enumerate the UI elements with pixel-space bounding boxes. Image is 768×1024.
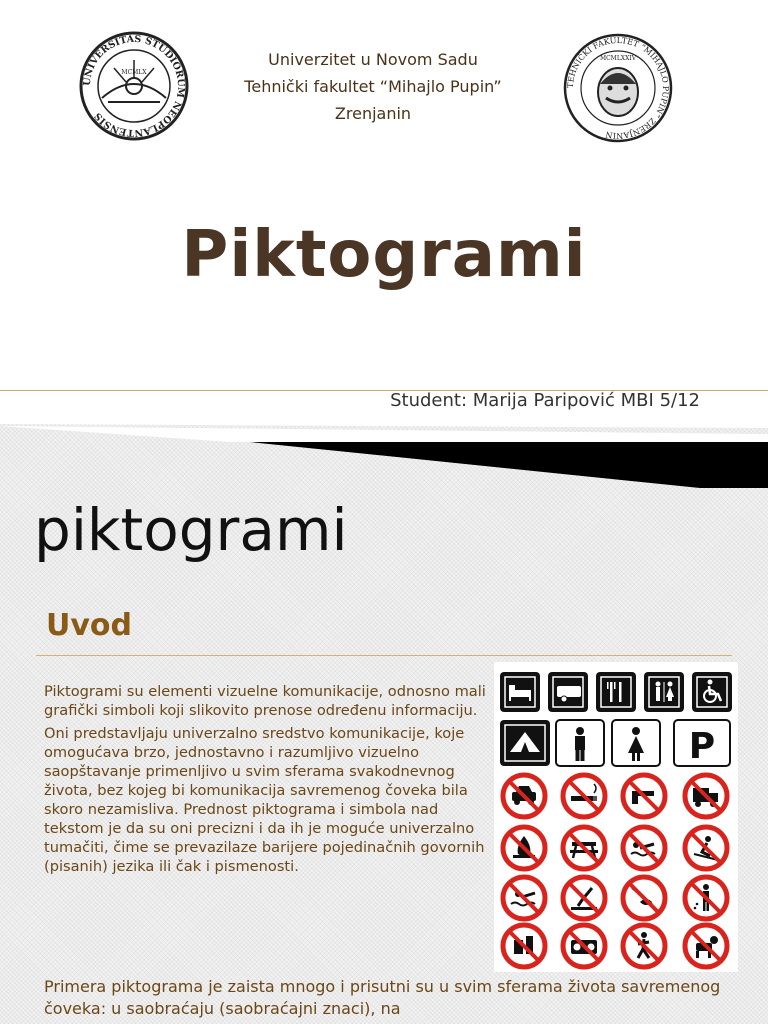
- seal-right-year: MCMLXXIV: [599, 55, 637, 62]
- seal-right-ring-text: TEHNIČKI FAKULTET “MIHAJLO PUPIN” ZRENJANIN: [565, 35, 671, 141]
- wheelchair-icon: [692, 672, 732, 712]
- no-fishing-icon: [623, 877, 665, 919]
- faculty-seal-icon: [562, 32, 674, 144]
- seal-left-year: MCMLX: [121, 69, 147, 76]
- no-guns-icon: [623, 775, 665, 817]
- no-fire-icon: [503, 827, 545, 869]
- no-picnic-icon: [563, 827, 605, 869]
- section-heading: Uvod: [46, 608, 133, 643]
- parking-icon: [674, 720, 730, 767]
- university-line-3: Zrenjanin: [334, 104, 412, 123]
- presentation-title: Piktogrami: [181, 218, 587, 292]
- woman-icon: [612, 720, 660, 766]
- pictogram-grid: [494, 662, 738, 972]
- no-swimming-icon: [623, 827, 665, 869]
- no-diving-icon: [563, 877, 605, 919]
- no-skiing-icon: [685, 827, 727, 869]
- paragraph-1: Piktogrami su elementi vizuelne komunikacije, odnosno mali grafički simboli koji slikovito prenose određenu informaciju.: [44, 683, 486, 719]
- parking-letter: P: [688, 726, 716, 767]
- camper-icon: [548, 672, 588, 712]
- bed-icon: [500, 672, 540, 712]
- slide-title: piktogrami: [34, 496, 348, 564]
- no-drinks-icon: [503, 925, 545, 967]
- restaurant-icon: [596, 672, 636, 712]
- no-littering-icon: [685, 877, 727, 919]
- seal-left-ring-text: UNIVERSITAS STUDIORUM NEOPLANTENSIS: [81, 33, 187, 139]
- no-cars-icon: [503, 775, 545, 817]
- bottom-paragraph: Primera piktograma je zaista mnogo i prisutni su u svim sferama života savremenog čoveka: u saobraćaju (saobraćajni znaci), na: [44, 977, 721, 1018]
- no-walking-icon: [623, 925, 665, 967]
- no-dogs-icon: [685, 925, 727, 967]
- man-icon: [556, 720, 604, 766]
- no-trucks-icon: [685, 775, 727, 817]
- university-seal-icon: [78, 30, 190, 142]
- university-line-2: Tehnički fakultet “Mihajlo Pupin”: [244, 77, 502, 96]
- paragraph-2: Oni predstavljaju univerzalno sredstvo komunikacije, koje omogućava brzo, jednostavno i razumljivo vizuelno saopštavanje primenljivo u svim sferama svakodnevnog života, bez kojeg bi komunikacija savremenog čoveka bila skoro nezamisliva. Prednost piktograma i simbola nad tekstom je da su oni precizni i da ih je moguće univerzalno tumačiti, čime se prevazilaze barijere pojedinačnih govornih (pisanih) jezika ili čak i pismenosti.: [44, 725, 485, 875]
- title-slide: [0, 0, 768, 420]
- university-line-1: Univerzitet u Novom Sadu: [268, 50, 478, 69]
- decorative-band: [0, 420, 768, 488]
- no-swimming-icon: [503, 877, 545, 919]
- student-name: Student: Marija Paripović MBI 5/12: [390, 390, 700, 411]
- restroom-icon: [644, 672, 684, 712]
- tent-icon: [500, 720, 550, 766]
- no-smoking-icon: [563, 775, 605, 817]
- intro-text: [44, 682, 490, 880]
- university-header: [200, 46, 546, 127]
- no-radio-icon: [563, 925, 605, 967]
- heading-divider: [36, 655, 732, 656]
